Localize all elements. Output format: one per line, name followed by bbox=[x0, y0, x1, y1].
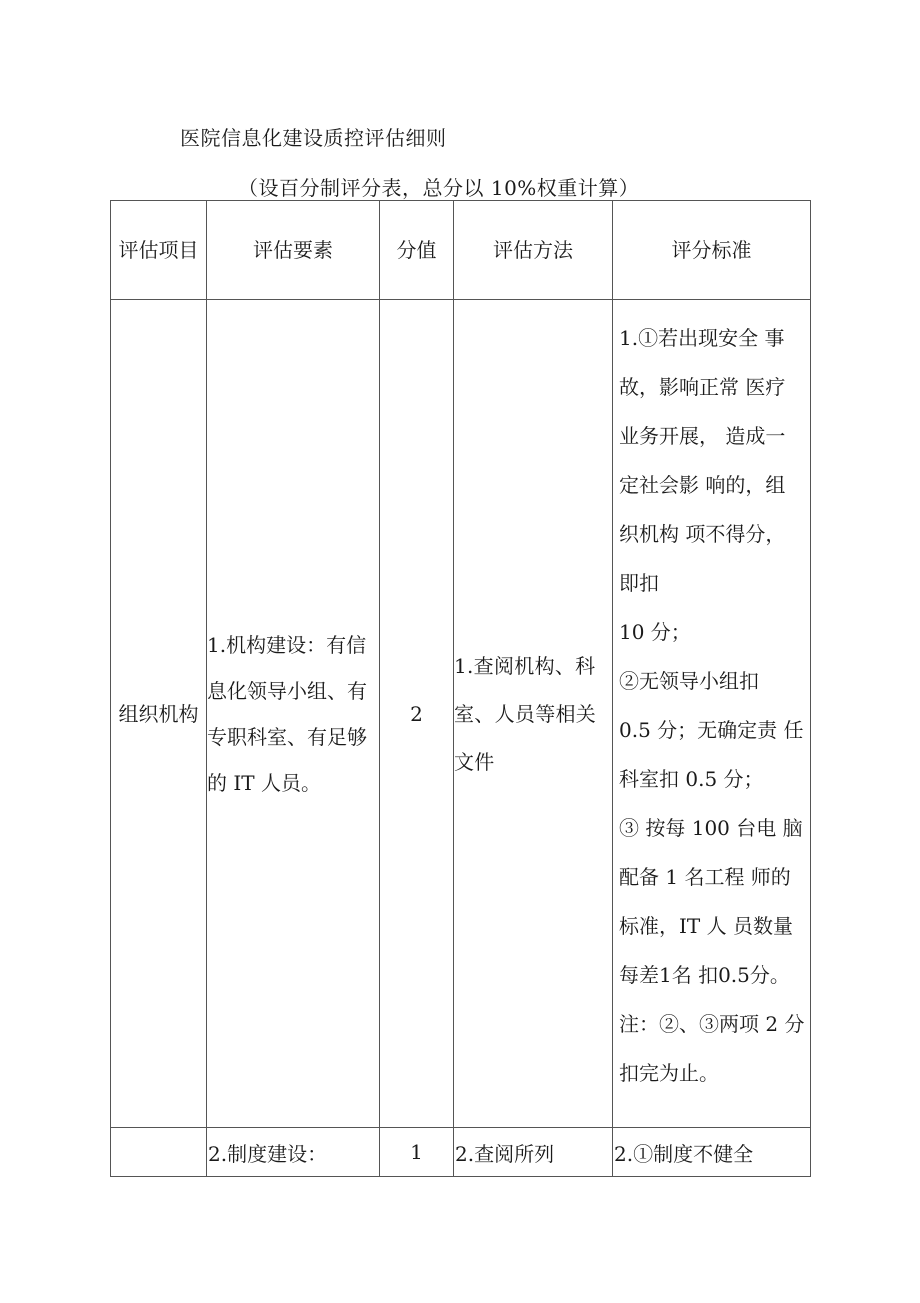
standard-line: 1.①若出现安全 事 bbox=[619, 326, 785, 350]
table-row bbox=[111, 1128, 811, 1177]
row-score: 2 bbox=[380, 300, 454, 1128]
header-standard: 评分标准 bbox=[613, 201, 811, 300]
row-element: 2.制度建设： bbox=[207, 1128, 380, 1177]
header-item: 评估项目 bbox=[111, 201, 207, 300]
row-score: 1 bbox=[380, 1128, 454, 1177]
document-subtitle: （设百分制评分表，总分以 10%权重计算） bbox=[238, 176, 640, 200]
standard-line: ②无领导小组扣 bbox=[619, 669, 759, 693]
standard-line: 扣完为止。 bbox=[619, 1061, 719, 1085]
standard-line: 故，影响正常 医疗 bbox=[619, 375, 786, 399]
table-header-row bbox=[111, 201, 811, 300]
header-score: 分值 bbox=[380, 201, 454, 300]
row-item bbox=[111, 1128, 207, 1177]
document-title: 医院信息化建设质控评估细则 bbox=[180, 126, 447, 150]
table-row bbox=[111, 300, 811, 1128]
row-item: 组织机构 bbox=[111, 300, 207, 1128]
standard-line: 标准，IT 人 员数量 bbox=[619, 914, 793, 938]
standard-line: 注：②、③两项 2 分 bbox=[619, 1012, 805, 1036]
row-method: 2.查阅所列 bbox=[454, 1128, 613, 1177]
standard-line: 织机构 项不得分， bbox=[619, 522, 786, 546]
header-method: 评估方法 bbox=[454, 201, 613, 300]
standard-line: 业务开展， 造成一 bbox=[619, 424, 786, 448]
header-element: 评估要素 bbox=[207, 201, 380, 300]
standard-line: 10 分； bbox=[619, 620, 691, 644]
row-standard bbox=[613, 300, 811, 1128]
standard-line: 0.5 分；无确定责 任 bbox=[619, 718, 804, 742]
row-method: 1.查阅机构、科室、人员等相关文件 bbox=[454, 300, 613, 1128]
row-element: 1.机构建设：有信息化领导小组、有专职科室、有足够的 IT 人员。 bbox=[207, 300, 380, 1128]
evaluation-table bbox=[110, 200, 811, 1177]
standard-line: 科室扣 0.5 分； bbox=[619, 767, 764, 791]
row-standard: 2.①制度不健全 bbox=[613, 1128, 811, 1177]
standard-line: ③ 按每 100 台电 脑 bbox=[619, 816, 803, 840]
standard-line: 配备 1 名工程 师的 bbox=[619, 865, 791, 889]
standard-line: 每差1名 扣0.5分。 bbox=[619, 963, 790, 987]
standard-line: 即扣 bbox=[619, 571, 659, 595]
standard-line: 定社会影 响的，组 bbox=[619, 473, 786, 497]
